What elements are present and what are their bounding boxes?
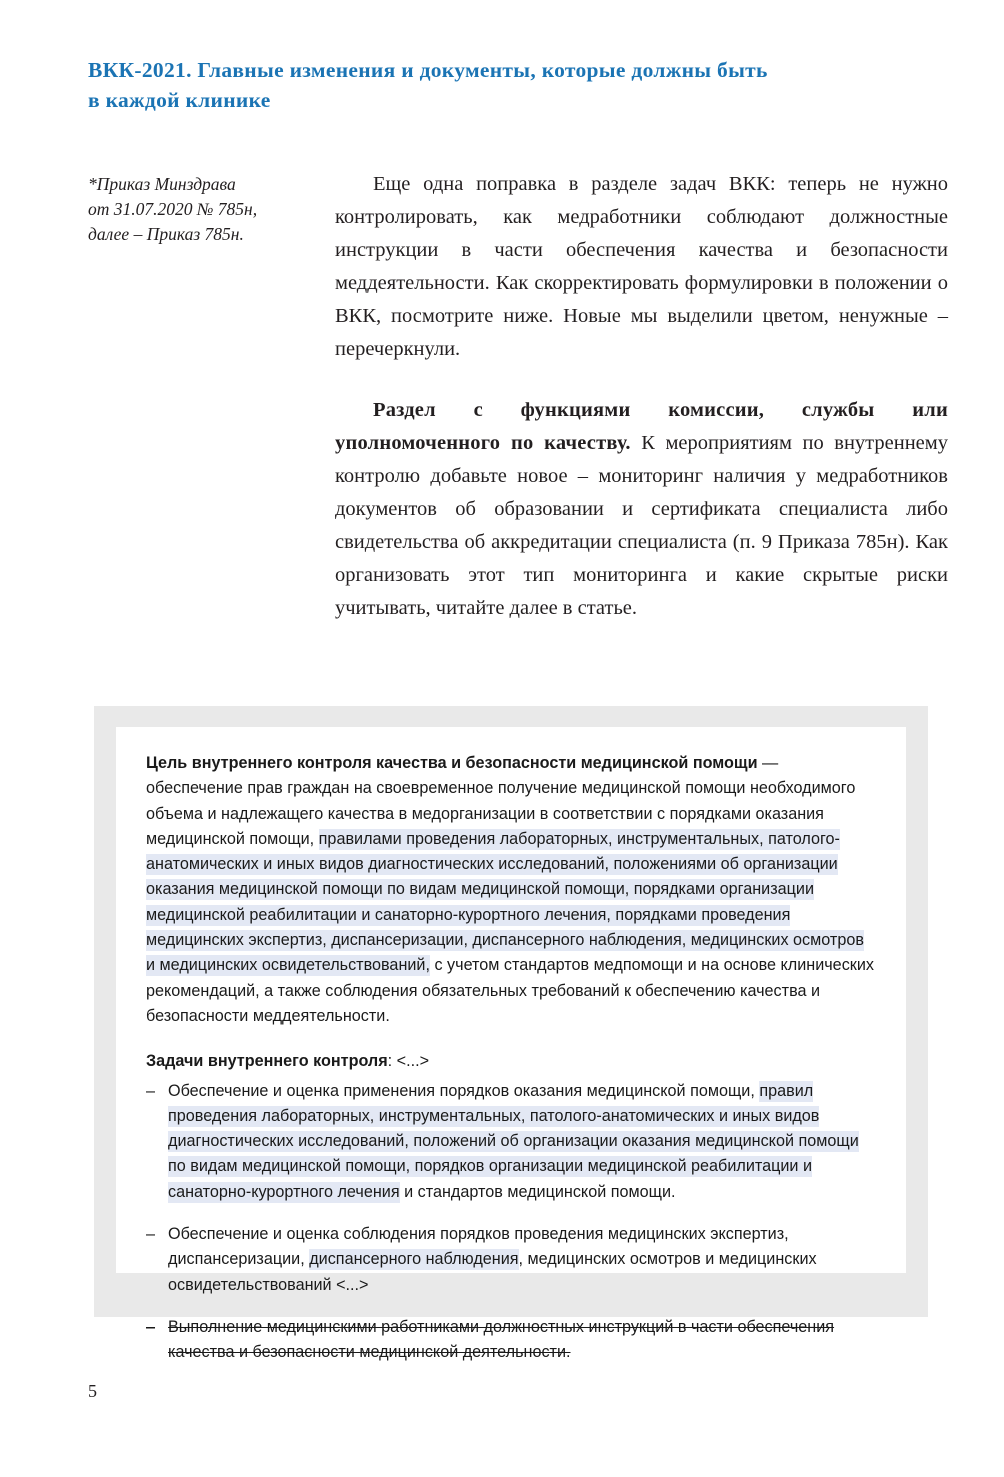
callout-box-frame [94,706,928,1362]
list-item-text [168,1318,834,1361]
margin-note-line-2: от 31.07.2020 № 785н, [88,199,258,219]
callout-tasks-title: Задачи внутреннего контроля [146,1052,388,1071]
list-item [146,1079,876,1205]
body-paragraph-2 [335,394,948,625]
callout-goal-paragraph [146,751,876,1029]
list-item-text [168,1225,817,1294]
page-title-line-1: ВКК-2021. Главные изменения и документы, которые должны быть [88,58,768,82]
list-item-pre: Обеспечение и оценка соблюдения порядков проведения медицинских экспертиз, диспансеризации, [168,1225,789,1269]
list-item-pre: Выполнение медицинскими работниками должностных инструкций в части обеспечения качества и безопасности медицинской деятельности. [168,1317,835,1362]
list-item [146,1222,876,1298]
callout-tasks-list [146,1079,876,1366]
list-item [146,1315,876,1366]
list-item-highlight: правил проведения лабораторных, инструментальных, патолого-анатомических и иных видов диагностических исследований, положений об организации оказания медицинской помощи по видам медицинской помощи, порядков организации медицинской реабилитации и санаторно-курортного лечения [168,1081,859,1201]
callout-tasks-title-suffix: : <...> [387,1052,430,1071]
list-item-dash: – [146,1225,156,1244]
page-title [88,55,968,115]
margin-note-line-3: далее – Приказ 785н. [88,224,244,244]
list-item-dash: – [146,1317,156,1336]
page-title-line-2: в каждой клинике [88,88,271,112]
callout-box-inner [116,727,906,1362]
list-item-text [168,1081,859,1203]
list-item-post: и стандартов медицинской помощи. [399,1182,676,1201]
list-item-pre: Обеспечение и оценка применения порядков оказания медицинской помощи, [168,1081,760,1100]
list-item-dash: – [146,1081,156,1100]
margin-note-line-1: *Приказ Минздрава [88,174,236,194]
list-item-highlight: диспансерного наблюдения [309,1250,519,1269]
callout-tasks-heading [146,1049,876,1074]
callout-goal-tail: с учетом стандартов медпомощи и на основе клинических рекомендаций, а также соблюдения обязательных требований к обеспечению качества и безопасности меддеятельности. [146,956,875,1025]
main-text-column [288,168,948,653]
callout-goal-highlight: правилами проведения лабораторных, инструментальных, патолого-анатомических и иных видов диагностических исследований, положениями об организации оказания медицинской помощи по видам медицинской помощи, порядками организации медицинской реабилитации и санаторно-курортного лечения, порядками проведения медицинских экспертиз, диспансеризации, диспансерного наблюдения, медицинских осмотров и медицинских освидетельствований, [146,829,864,975]
margin-note [88,168,288,247]
body-paragraph-2-lead: Раздел с функциями комиссии, службы или уполномоченного по качеству. [335,399,948,454]
callout-goal-intro: — обеспечение прав граждан на своевременное получение медицинской помощи необходимого объема и надлежащего качества в медорганизации в соответствии с порядками оказания медицинской помощи, [146,754,856,848]
body-paragraph-2-rest: К мероприятиям по внутреннему контролю добавьте новое – мониторинг наличия у медработников документов об образовании и сертификата специалиста либо свидетельства об аккредитации специалиста (п. 9 Приказа 785н). Как организовать этот тип мониторинга и какие скрытые риски учитывать, читайте далее в статье. [335,432,948,619]
body-columns [88,168,948,653]
callout-goal-title: Цель внутреннего контроля качества и безопасности медицинской помощи [146,754,758,772]
page-number: 5 [88,1381,97,1401]
body-paragraph-1: Еще одна поправка в разделе задач ВКК: теперь не нужно контролировать, как медработники соблюдают должностные инструкции в части обеспечения качества и безопасности меддеятельности. Как скорректировать формулировки в положении о ВКК, посмотрите ниже. Новые мы выделили цветом, ненужные – перечеркнули. [335,173,948,360]
list-item-post: , медицинских осмотров и медицинских освидетельствований <...> [168,1250,817,1294]
